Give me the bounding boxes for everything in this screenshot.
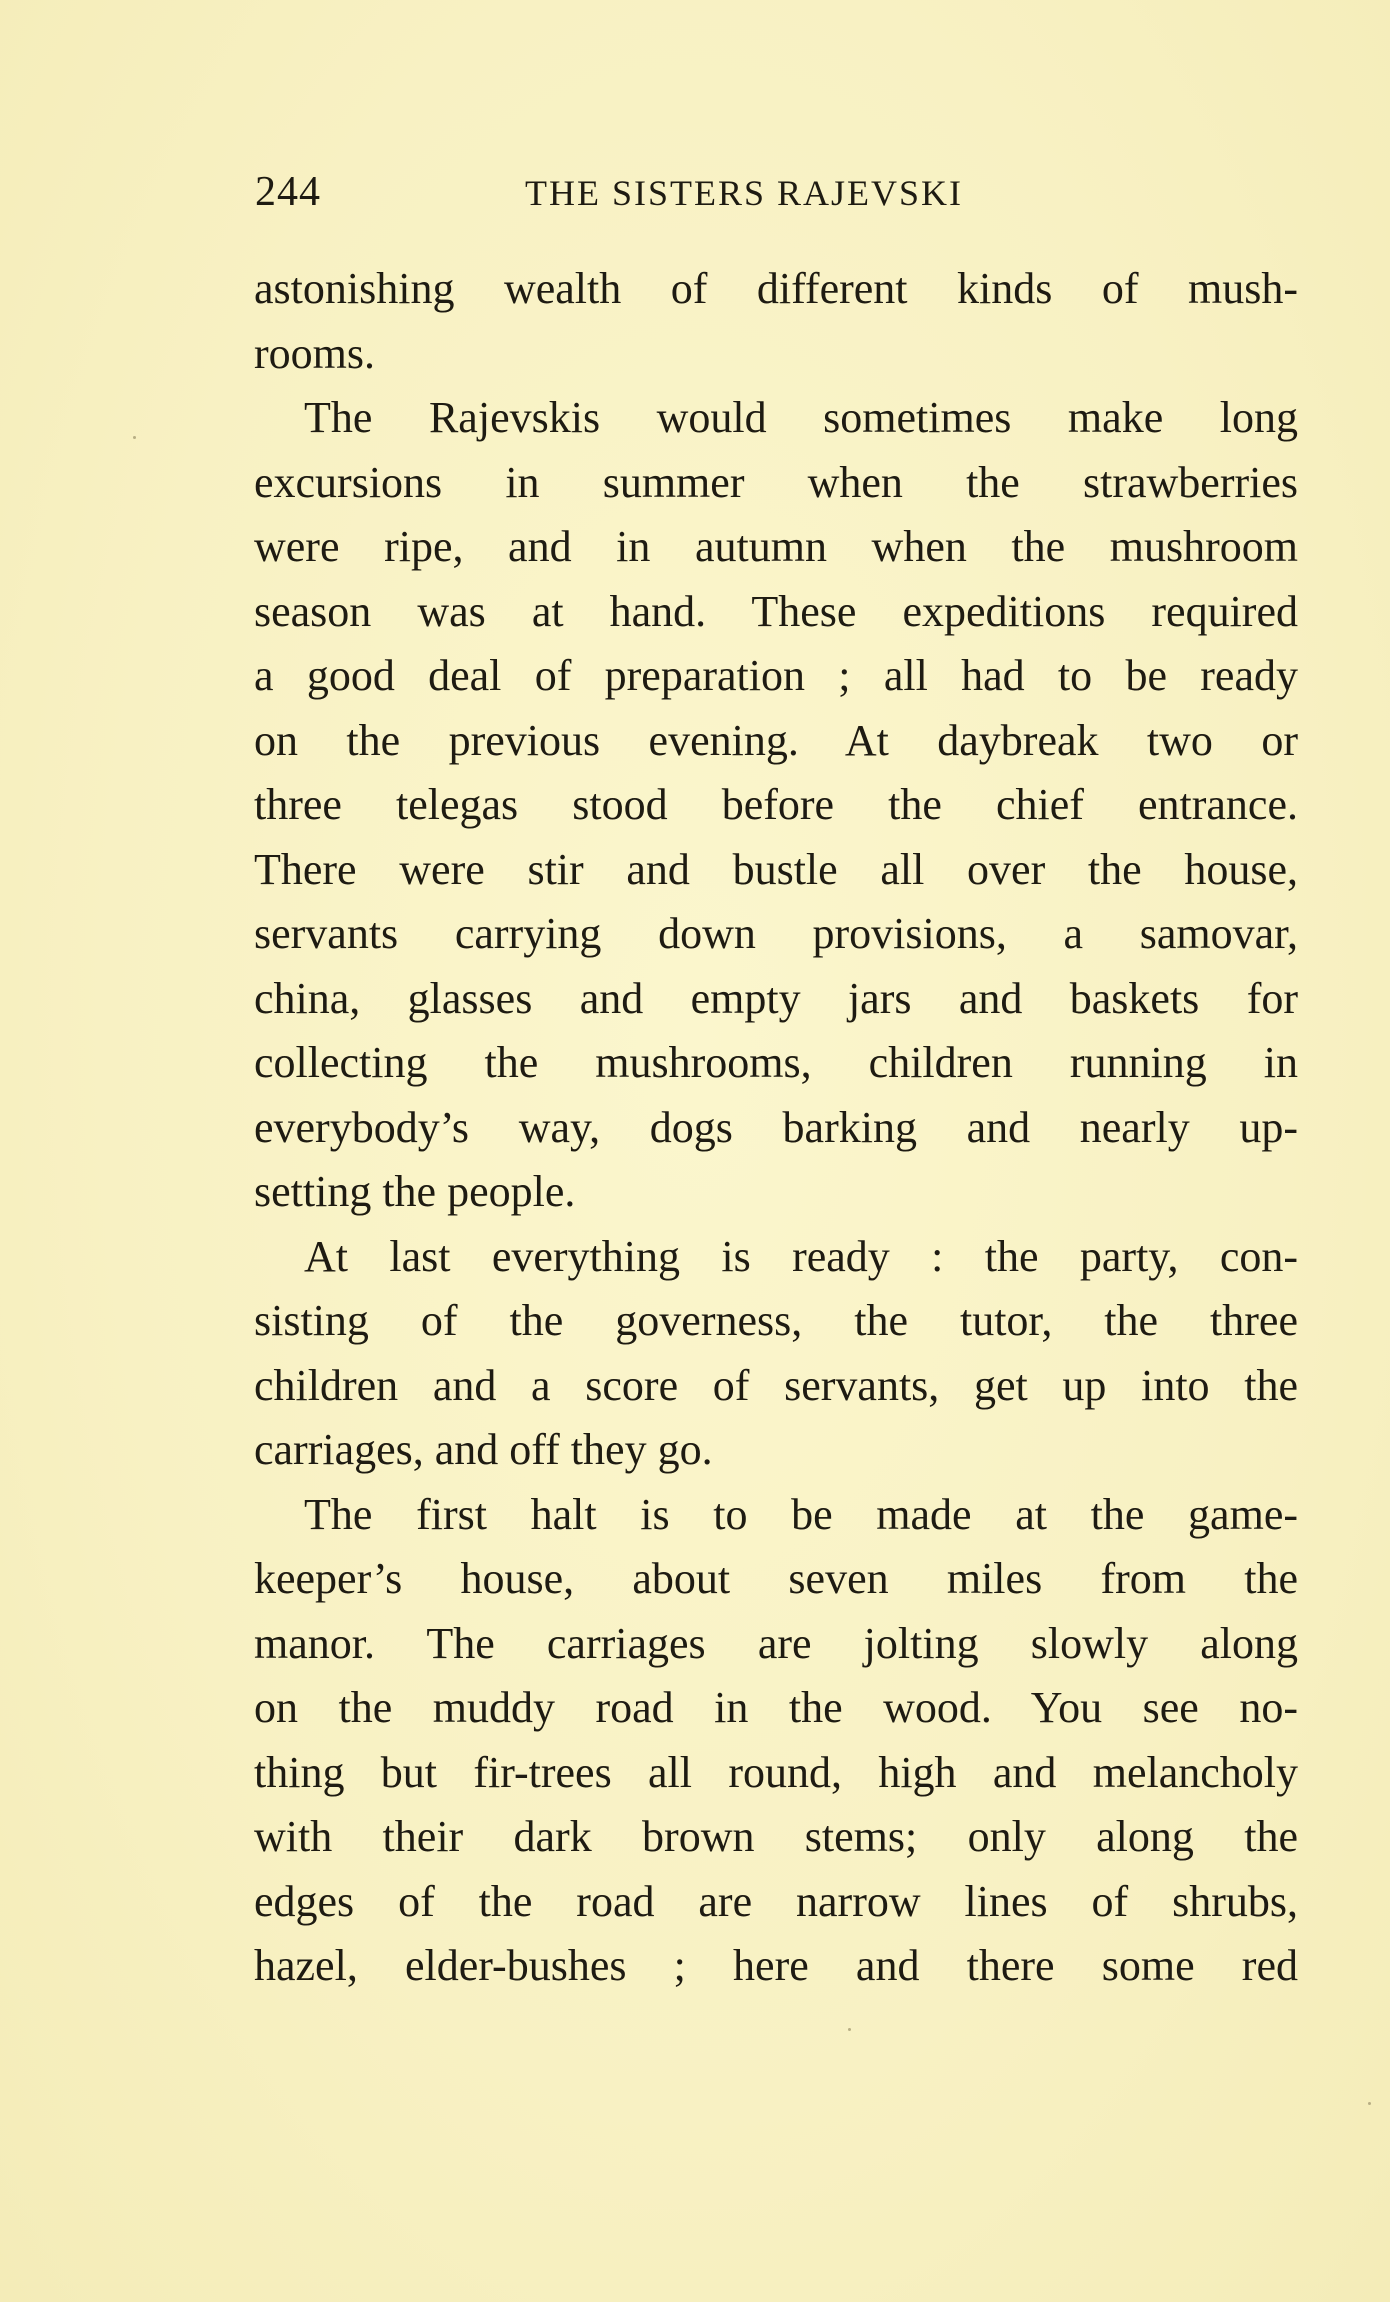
running-head <box>255 168 1295 218</box>
text-line: were ripe, and in autumn when the mushroom <box>254 522 1298 571</box>
text-line: rooms. <box>254 328 375 378</box>
text-line: edges of the road are narrow lines of shrubs, <box>254 1876 1298 1926</box>
text-line: manor. The carriages are jolting slowly along <box>254 1618 1298 1668</box>
paper-speck <box>1368 2102 1371 2105</box>
text-line: sisting of the governess, the tutor, the three <box>254 1296 1298 1345</box>
text-line: hazel, elder-bushes ; here and there some red <box>254 1941 1298 1990</box>
running-title: THE SISTERS RAJEVSKI <box>525 173 964 213</box>
text-line: thing but fir-trees all round, high and melancholy <box>254 1747 1298 1797</box>
text-line: There were stir and bustle all over the house, <box>254 844 1298 894</box>
text-line: excursions in summer when the strawberries <box>254 457 1298 507</box>
text-line: three telegas stood before the chief entrance. <box>254 780 1298 829</box>
text-line: servants carrying down provisions, a samovar, <box>254 909 1298 958</box>
text-line: on the muddy road in the wood. You see no- <box>254 1683 1298 1732</box>
text-line: a good deal of preparation ; all had to be ready <box>254 651 1298 700</box>
paper-speck <box>848 2028 851 2031</box>
text-line: on the previous evening. At daybreak two or <box>254 715 1298 765</box>
text-line: china, glasses and empty jars and baskets for <box>254 973 1298 1023</box>
text-line: collecting the mushrooms, children running in <box>254 1038 1298 1087</box>
text-line: children and a score of servants, get up into the <box>254 1360 1298 1410</box>
text-line: season was at hand. These expeditions required <box>254 586 1298 636</box>
paragraph-first-line: The first halt is to be made at the game- <box>304 1489 1298 1539</box>
paragraph-first-line: At last everything is ready : the party, con- <box>304 1231 1298 1281</box>
body-text <box>254 257 1298 1999</box>
text-line: astonishing wealth of different kinds of mush- <box>254 264 1298 313</box>
text-line: keeper’s house, about seven miles from the <box>254 1554 1298 1603</box>
paper-speck <box>133 436 136 439</box>
paragraph-first-line: The Rajevskis would sometimes make long <box>304 393 1298 442</box>
text-line: with their dark brown stems; only along the <box>254 1812 1298 1861</box>
text-line: everybody’s way, dogs barking and nearly up- <box>254 1102 1298 1152</box>
text-line: carriages, and off they go. <box>254 1425 713 1474</box>
page-number: 244 <box>255 169 321 215</box>
text-line: setting the people. <box>254 1167 576 1216</box>
